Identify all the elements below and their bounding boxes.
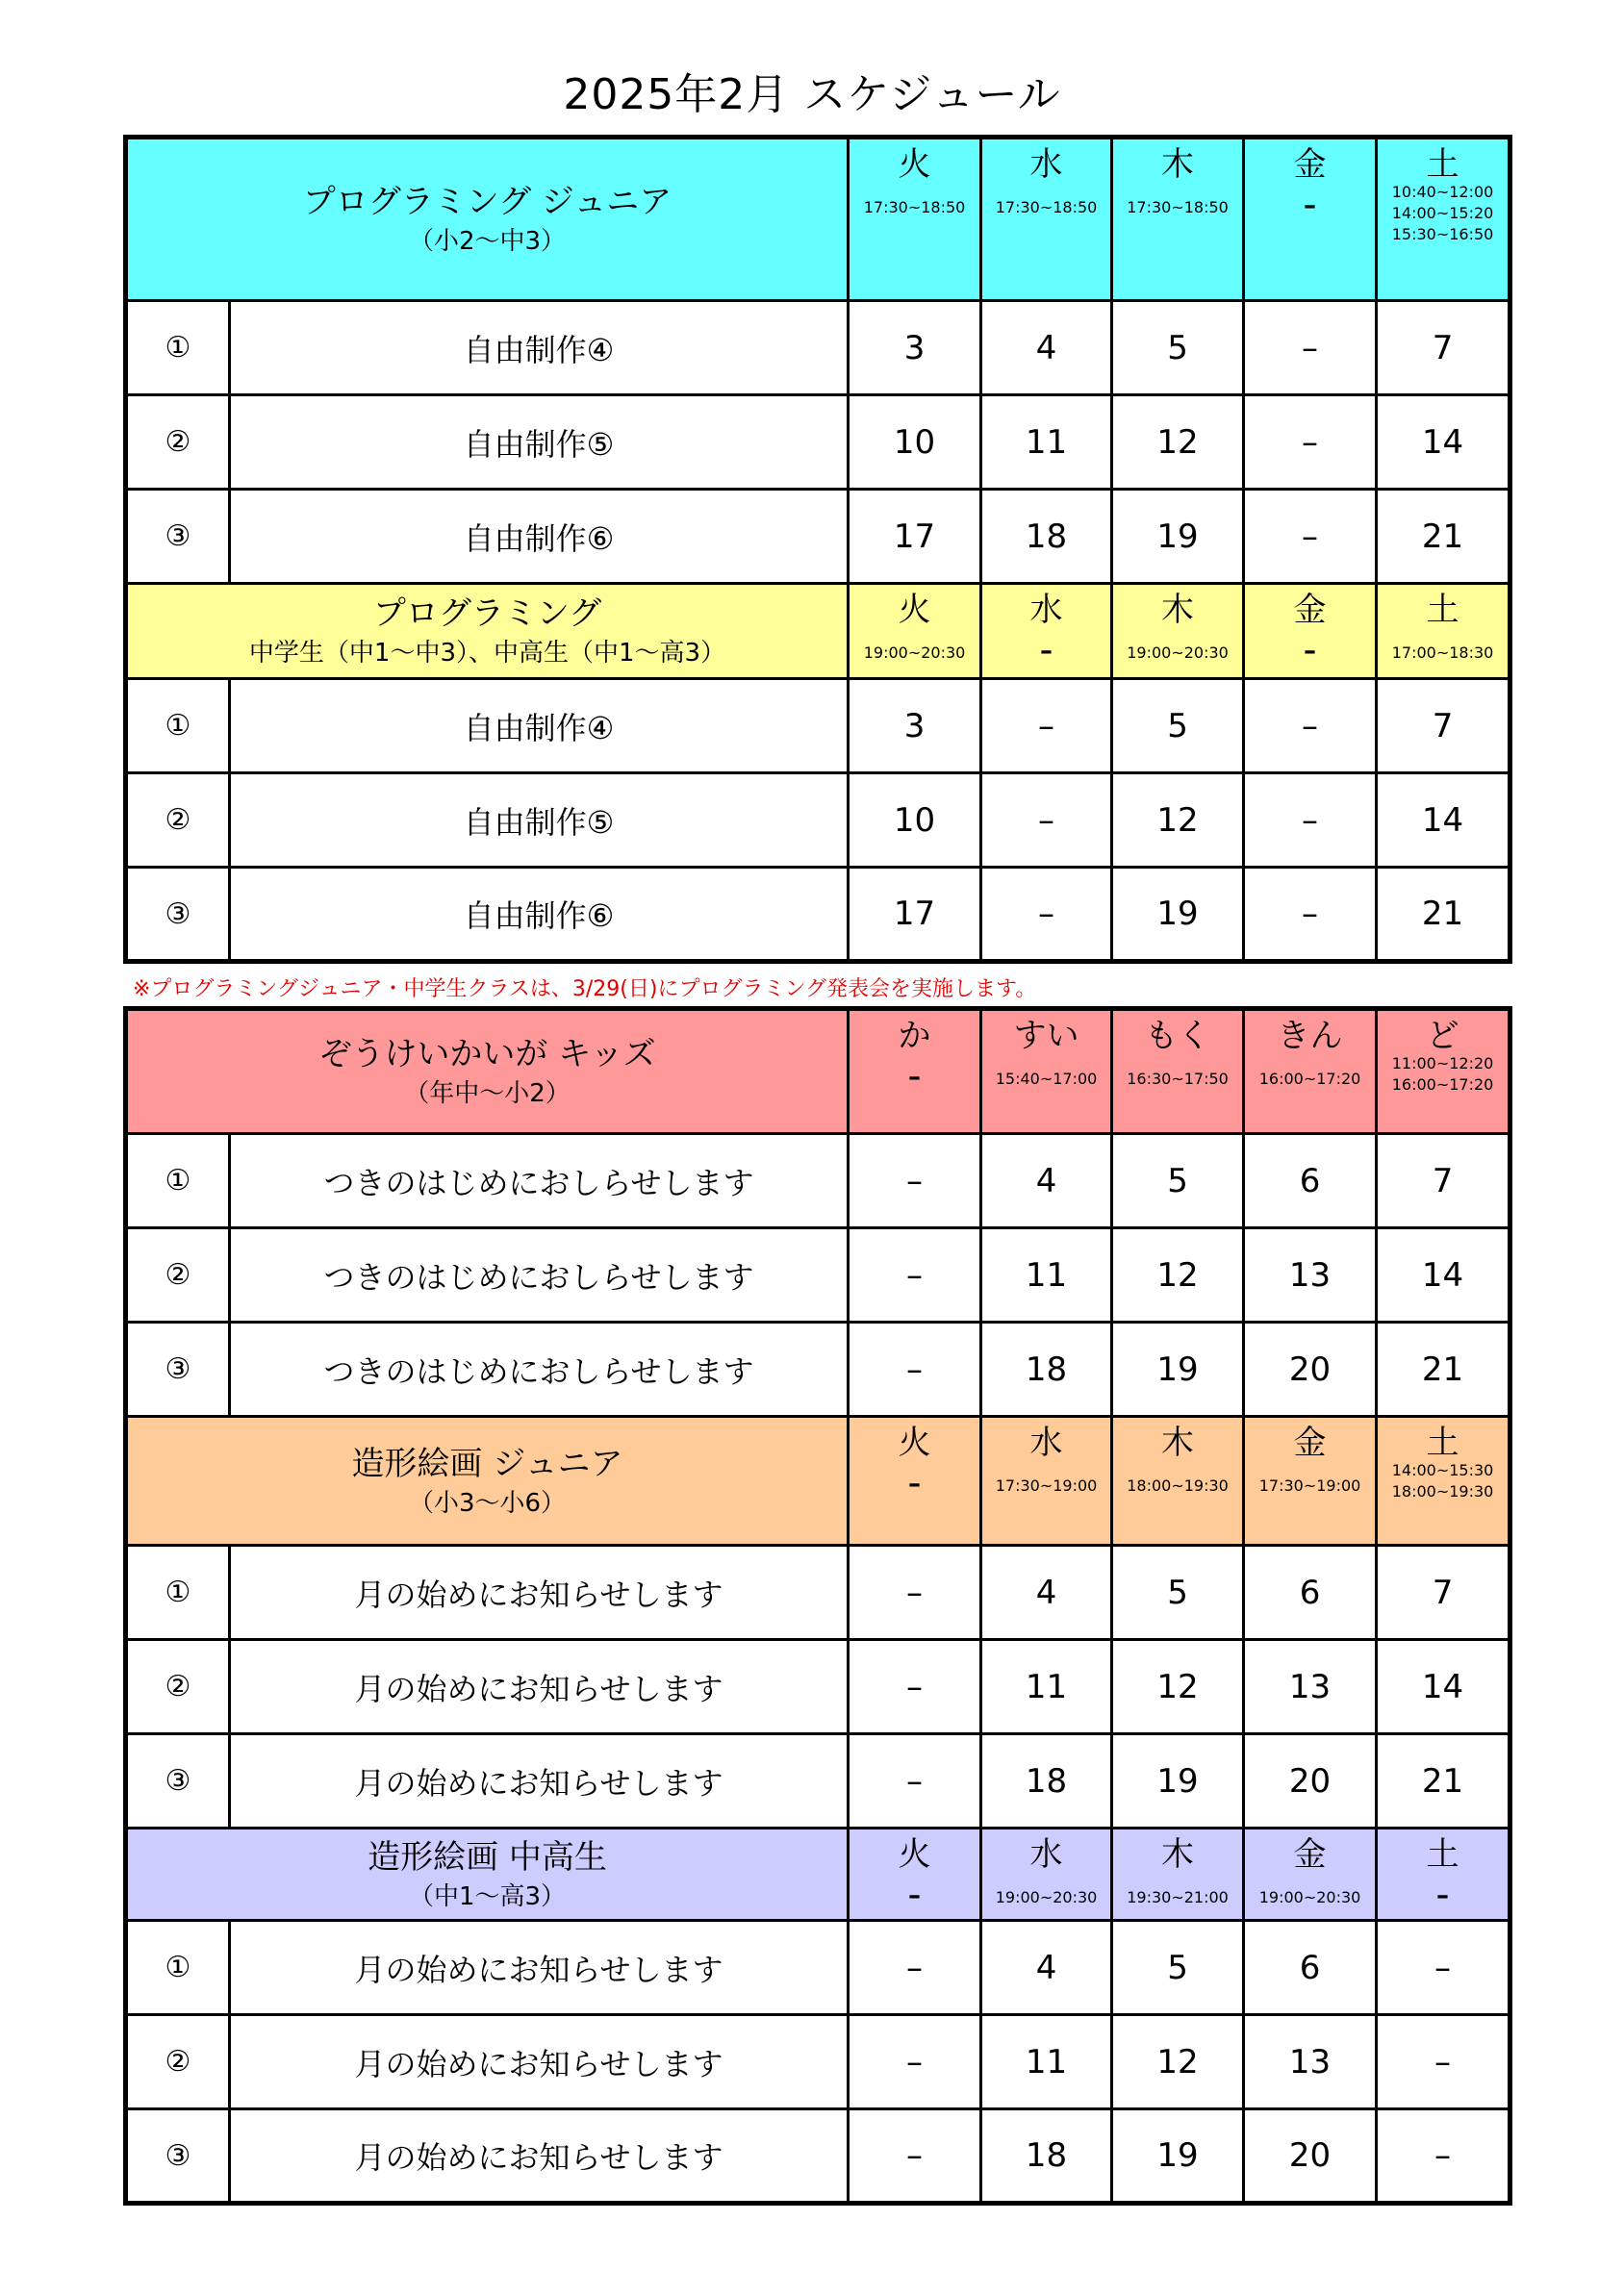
lesson-date: 11 [981,1640,1112,1734]
lesson-date: – [1244,490,1377,584]
lesson-date: 13 [1244,1640,1377,1734]
lesson-date: 12 [1112,773,1244,868]
lesson-date: – [1244,773,1377,868]
section-target: （年中〜小2） [404,1079,571,1108]
lesson-date: – [849,2109,981,2204]
lesson-name: 月の始めにお知らせします [230,1640,849,1734]
lesson-date: 18 [981,490,1112,584]
day-header-cell [1112,1417,1244,1546]
lesson-date: 6 [1244,1546,1377,1640]
time-none: – [1040,637,1053,666]
lesson-date: 13 [1244,1228,1377,1323]
lesson-date: – [849,1228,981,1323]
lesson-number: ② [126,1640,230,1734]
lesson-date: – [849,2015,981,2109]
lesson-name: 自由制作④ [230,301,849,395]
lesson-number: ② [126,395,230,490]
day-label: 木 [1161,1835,1195,1874]
lesson-number: ② [126,773,230,868]
lesson-number: ③ [126,2109,230,2204]
lesson-row [126,1134,1510,1228]
lesson-row [126,868,1510,962]
lesson-name: 月の始めにお知らせします [230,1921,849,2015]
time-none: – [1304,637,1317,666]
time-slot: 18:00~19:30 [1391,1482,1494,1501]
day-header-cell [1377,138,1510,301]
lesson-name: 自由制作④ [230,679,849,773]
lesson-row [126,2015,1510,2109]
time-none: – [1436,1881,1450,1910]
lesson-date: – [849,1734,981,1829]
day-label: 火 [898,1835,931,1874]
day-header-cell [849,138,981,301]
day-header-cell [849,1829,981,1921]
time-none: – [908,1063,922,1092]
section-header [126,1009,1510,1134]
lesson-date: – [849,1546,981,1640]
lesson-date: 5 [1112,1546,1244,1640]
day-header-cell [1377,584,1510,679]
time-slot: 19:30~21:00 [1127,1888,1229,1906]
day-label: 火 [898,145,931,184]
lesson-date: 21 [1377,490,1510,584]
day-header-cell [1244,1417,1377,1546]
lesson-number: ② [126,1228,230,1323]
lesson-row [126,1640,1510,1734]
lesson-date: 4 [981,1546,1112,1640]
lesson-number: ③ [126,1734,230,1829]
lesson-date: – [981,868,1112,962]
lesson-name: 月の始めにお知らせします [230,1734,849,1829]
lesson-name: 月の始めにお知らせします [230,2109,849,2204]
section-name: 造形絵画 中高生 [368,1837,607,1877]
section-title-cell [126,584,849,679]
day-label: 火 [898,1424,931,1462]
lesson-date: 21 [1377,1734,1510,1829]
time-slot: 19:00~20:30 [863,643,966,662]
lesson-name: つきのはじめにおしらせします [230,1323,849,1417]
day-label: すい [1013,1017,1079,1055]
section-target: （小2〜中3） [408,227,567,256]
lesson-date: – [1244,301,1377,395]
day-label: 水 [1029,145,1063,184]
day-label: 火 [898,591,931,629]
lesson-date: 18 [981,2109,1112,2204]
time-slot: 17:00~18:30 [1391,643,1494,662]
lesson-date: 17 [849,490,981,584]
day-label: 水 [1029,1835,1063,1874]
lesson-date: – [1377,1921,1510,2015]
day-header-cell [849,584,981,679]
lesson-date: 4 [981,1134,1112,1228]
day-header-cell [1112,1009,1244,1134]
lesson-date: 14 [1377,1228,1510,1323]
day-label: 土 [1426,591,1459,629]
time-slot: 19:00~20:30 [1258,1888,1361,1906]
day-header-cell [1377,1829,1510,1921]
lesson-date: 19 [1112,1323,1244,1417]
lesson-date: 19 [1112,1734,1244,1829]
section-name: ぞうけいかいが キッズ [318,1035,656,1073]
lesson-name: つきのはじめにおしらせします [230,1228,849,1323]
day-label: 金 [1293,145,1327,184]
lesson-date: 19 [1112,2109,1244,2204]
lesson-number: ③ [126,868,230,962]
section-header [126,584,1510,679]
lesson-row [126,2109,1510,2204]
lesson-date: 5 [1112,1134,1244,1228]
day-label: 土 [1426,145,1459,184]
lesson-date: 18 [981,1323,1112,1417]
lesson-row [126,773,1510,868]
lesson-date: 11 [981,2015,1112,2109]
time-slot: 14:00~15:20 [1391,204,1494,222]
section-title-cell [126,138,849,301]
time-none: – [908,1881,922,1910]
lesson-number: ① [126,301,230,395]
section-target: （小3〜小6） [408,1488,567,1518]
lesson-row [126,301,1510,395]
lesson-date: – [1377,2109,1510,2204]
time-slot: 15:30~16:50 [1391,225,1494,243]
time-slot: 19:00~20:30 [1127,643,1229,662]
lesson-row [126,395,1510,490]
lesson-date: – [1377,2015,1510,2109]
section-header [126,138,1510,301]
section-name: 造形絵画 ジュニア [351,1444,623,1483]
day-header-cell [1244,138,1377,301]
time-slot: 14:00~15:30 [1391,1461,1494,1479]
lesson-date: – [981,679,1112,773]
day-label: 木 [1161,1424,1195,1462]
day-header-cell [1112,138,1244,301]
lesson-date: 11 [981,1228,1112,1323]
lesson-date: – [1244,679,1377,773]
section-header [126,1829,1510,1921]
day-label: 水 [1029,1424,1063,1462]
lesson-date: 12 [1112,1228,1244,1323]
day-label: 木 [1161,145,1195,184]
day-label: 木 [1161,591,1195,629]
section-title-cell [126,1009,849,1134]
lesson-date: 5 [1112,679,1244,773]
time-slot: 16:30~17:50 [1127,1070,1229,1088]
lesson-date: – [1244,868,1377,962]
time-none: – [908,1470,922,1499]
lesson-date: 6 [1244,1134,1377,1228]
lesson-date: 13 [1244,2015,1377,2109]
lesson-date: 17 [849,868,981,962]
day-label: 土 [1426,1424,1459,1462]
day-header-cell [1244,1829,1377,1921]
lesson-row [126,1921,1510,2015]
day-header-cell [849,1417,981,1546]
lesson-date: 20 [1244,1323,1377,1417]
lesson-name: 自由制作⑥ [230,490,849,584]
day-header-cell [981,584,1112,679]
day-header-cell [981,138,1112,301]
lesson-date: 14 [1377,395,1510,490]
lesson-number: ③ [126,1323,230,1417]
lesson-number: ① [126,1546,230,1640]
schedule-table-programming [123,135,1512,964]
lesson-date: 4 [981,301,1112,395]
schedule-table-art [123,1006,1512,2206]
lesson-date: 6 [1244,1921,1377,2015]
day-label: か [898,1017,931,1055]
time-slot: 18:00~19:30 [1127,1476,1229,1495]
lesson-date: 12 [1112,2015,1244,2109]
section-title-cell [126,1829,849,1921]
day-header-cell [981,1829,1112,1921]
lesson-name: 月の始めにお知らせします [230,1546,849,1640]
day-header-cell [849,1009,981,1134]
time-slot: 16:00~17:20 [1258,1070,1361,1088]
lesson-row [126,1323,1510,1417]
day-header-cell [1244,1009,1377,1134]
lesson-date: 10 [849,395,981,490]
time-slot: 17:30~19:00 [1258,1476,1361,1495]
lesson-name: 自由制作⑥ [230,868,849,962]
lesson-date: 3 [849,679,981,773]
day-header-cell [981,1009,1112,1134]
day-header-cell [1244,584,1377,679]
lesson-date: – [849,1323,981,1417]
lesson-date: 10 [849,773,981,868]
lesson-date: – [849,1921,981,2015]
lesson-date: 19 [1112,868,1244,962]
page-title: 2025年2月 スケジュール [563,70,1061,119]
lesson-date: 20 [1244,1734,1377,1829]
lesson-date: 4 [981,1921,1112,2015]
lesson-date: 3 [849,301,981,395]
day-label: きん [1277,1017,1343,1055]
lesson-number: ② [126,2015,230,2109]
lesson-date: 21 [1377,868,1510,962]
time-slot: 17:30~19:00 [995,1476,1098,1495]
section-header [126,1417,1510,1546]
lesson-number: ① [126,679,230,773]
lesson-date: 20 [1244,2109,1377,2204]
section-target: 中学生（中1〜中3）、中高生（中1〜高3） [248,639,726,668]
time-none: – [1304,191,1317,220]
day-header-cell [1112,584,1244,679]
notice-text: ※プログラミングジュニア・中学生クラスは、3/29(日)にプログラミング発表会を実施します。 [133,977,1037,1001]
day-header-cell [1112,1829,1244,1921]
section-name: プログラミング ジュニア [302,183,672,221]
lesson-number: ③ [126,490,230,584]
time-slot: 16:00~17:20 [1391,1075,1494,1094]
section-name: プログラミング [372,594,602,633]
day-label: もく [1145,1017,1211,1055]
lesson-date: 7 [1377,679,1510,773]
lesson-name: 月の始めにお知らせします [230,2015,849,2109]
lesson-date: 21 [1377,1323,1510,1417]
time-slot: 15:40~17:00 [995,1070,1098,1088]
lesson-date: 14 [1377,773,1510,868]
time-slot: 17:30~18:50 [1127,198,1229,216]
lesson-number: ① [126,1134,230,1228]
day-label: 金 [1293,1835,1327,1874]
day-label: 金 [1293,591,1327,629]
lesson-date: 14 [1377,1640,1510,1734]
lesson-date: – [849,1640,981,1734]
time-slot: 17:30~18:50 [863,198,966,216]
lesson-date: 12 [1112,1640,1244,1734]
lesson-date: 5 [1112,1921,1244,2015]
day-label: ど [1426,1017,1459,1055]
day-label: 水 [1029,591,1063,629]
day-header-cell [981,1417,1112,1546]
day-label: 土 [1426,1835,1459,1874]
lesson-date: 5 [1112,301,1244,395]
lesson-name: 自由制作⑤ [230,395,849,490]
day-label: 金 [1293,1424,1327,1462]
lesson-date: 18 [981,1734,1112,1829]
lesson-name: 自由制作⑤ [230,773,849,868]
lesson-row [126,1546,1510,1640]
lesson-date: 12 [1112,395,1244,490]
lesson-date: 7 [1377,1546,1510,1640]
time-slot: 11:00~12:20 [1391,1054,1494,1072]
lesson-number: ① [126,1921,230,2015]
lesson-date: – [849,1134,981,1228]
section-target: （中1〜高3） [408,1881,567,1911]
lesson-date: – [1244,395,1377,490]
lesson-row [126,1228,1510,1323]
day-header-cell [1377,1417,1510,1546]
time-slot: 19:00~20:30 [995,1888,1098,1906]
lesson-name: つきのはじめにおしらせします [230,1134,849,1228]
time-slot: 10:40~12:00 [1391,183,1494,201]
day-header-cell [1377,1009,1510,1134]
lesson-date: 7 [1377,1134,1510,1228]
lesson-date: – [981,773,1112,868]
section-title-cell [126,1417,849,1546]
lesson-row [126,490,1510,584]
lesson-row [126,679,1510,773]
lesson-date: 7 [1377,301,1510,395]
lesson-row [126,1734,1510,1829]
time-slot: 17:30~18:50 [995,198,1098,216]
lesson-date: 19 [1112,490,1244,584]
lesson-date: 11 [981,395,1112,490]
